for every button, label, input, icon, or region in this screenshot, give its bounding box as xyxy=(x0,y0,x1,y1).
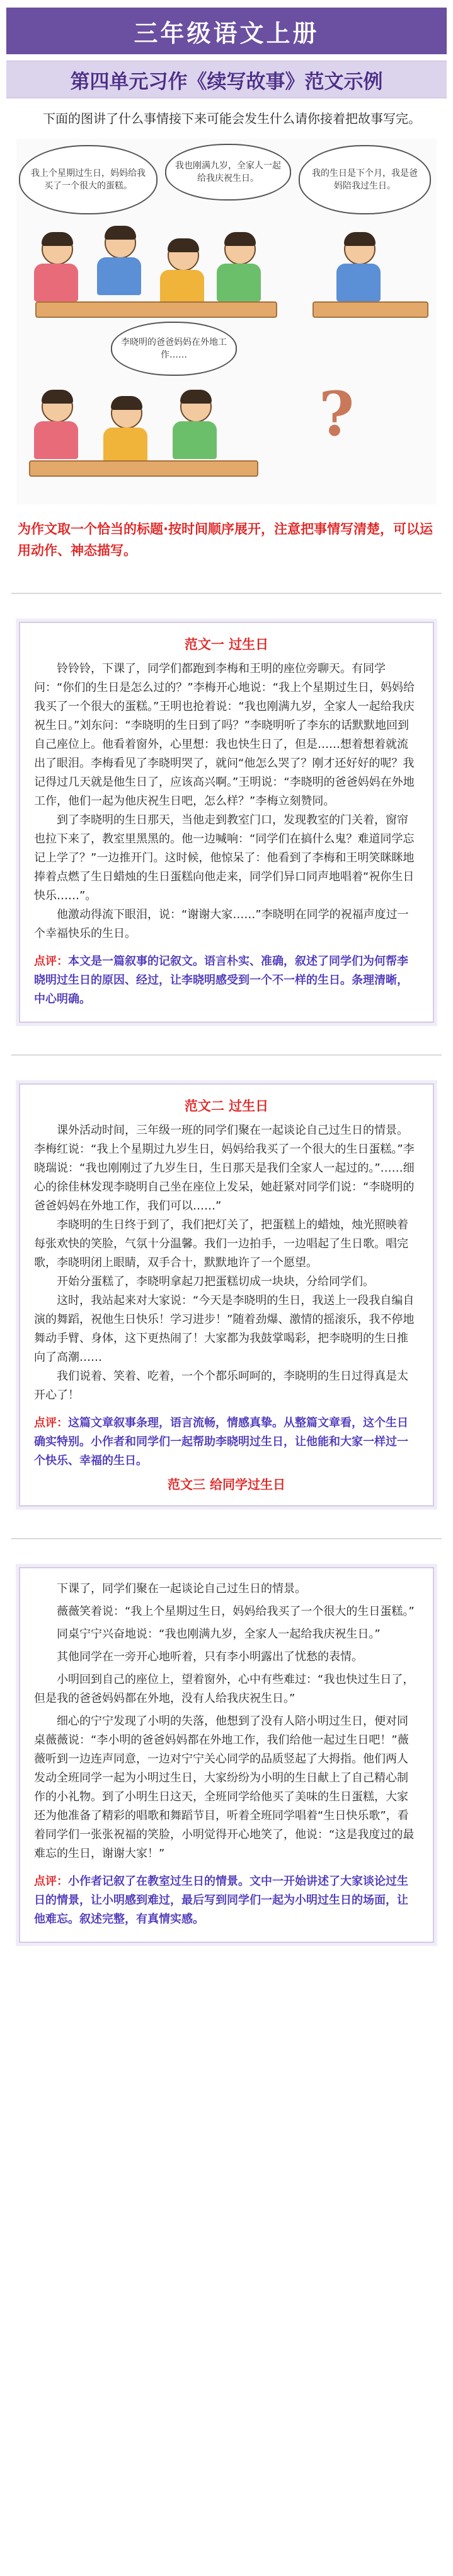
page xyxy=(0,8,453,2576)
essay-comment xyxy=(34,952,419,1009)
child-figure xyxy=(224,233,256,265)
essay-comment xyxy=(34,1414,419,1471)
essay-card-3 xyxy=(19,1567,434,1943)
essay-paragraph: 开始分蛋糕了，李晓明拿起刀把蛋糕切成一块块，分给同学们。 xyxy=(57,1275,374,1288)
writing-tip: 为作文取一个恰当的标题·按时间顺序展开，注意把事情写清楚，可以运用动作、神态描写。 xyxy=(18,522,433,558)
essay-paragraph: 这时，我站起来对大家说：“今天是李晓明的生日，我送上一段我自编自演的舞蹈，祝他生日快乐！学习进步！”随着劲爆、激情的摇滚乐，我不停地舞动手臂、身体，这下更热闹了！大家都为我鼓掌喝彩，把李晓明的生日推向了高潮…… xyxy=(34,1294,415,1364)
comment-text: 小作者记叙了在教室过生日的情景。文中一开始讲述了大家谈论过生日的情景，让小明感到难过，最后写到同学们一起为小明过生日的场面，让他难忘。叙述完整，有真情实感。 xyxy=(34,1875,408,1926)
speech-bubble-3: 我的生日是下个月，我是爸妈陪我过生日。 xyxy=(299,145,431,214)
essay-paragraph: 同桌宁宁兴奋地说：“我也刚满九岁，全家人一起给我庆祝生日。” xyxy=(57,1628,381,1641)
essay-paragraph: 他激动得流下眼泪，说：“谢谢大家……”李晓明在同学的祝福声度过一个幸福快乐的生日。 xyxy=(34,908,409,940)
child-shirt xyxy=(34,264,78,301)
comment-label: 点评： xyxy=(34,955,68,968)
essay-card-2 xyxy=(19,1083,434,1507)
child-shirt xyxy=(34,421,78,459)
essay-card-1 xyxy=(19,622,434,1023)
child-shirt xyxy=(103,428,147,465)
comment-text: 本文是一篇叙事的记叙文。语言朴实、准确，叙述了同学们为何帮李晓明过生日的原因、经过，让李晓明感受到一个不一样的生日。条理清晰，中心明确。 xyxy=(34,955,408,1006)
essay-title: 范文一 过生日 xyxy=(184,637,269,652)
child-figure xyxy=(42,391,73,423)
essay-comment xyxy=(34,1872,419,1929)
essay-paragraph: 李晓明的生日终于到了，我们把灯关了，把蛋糕上的蜡烛，烛光照映着每张欢快的笑脸，气氛十分温馨。我们一边拍手，一边唱起了生日歌。唱完歌，李晓明闭上眼睛，双手合十，默默地许了一个愿望。 xyxy=(34,1218,408,1269)
child-figure xyxy=(111,397,142,429)
desk xyxy=(313,301,428,318)
comment-label: 点评： xyxy=(34,1416,68,1430)
page-title: 三年级语文上册 xyxy=(6,8,447,54)
speech-bubble-4: 李晓明的爸爸妈妈在外地工作…… xyxy=(111,322,237,376)
child-shirt xyxy=(336,264,381,301)
child-shirt xyxy=(97,257,141,295)
desk xyxy=(29,460,258,477)
child-figure xyxy=(180,391,212,423)
speech-bubble-2: 我也刚满九岁，全家人一起给我庆祝生日。 xyxy=(165,144,291,201)
divider xyxy=(11,1054,442,1056)
child-figure xyxy=(42,233,73,265)
essay-paragraph: 薇薇笑着说：“我上个星期过生日，妈妈给我买了一个很大的生日蛋糕。” xyxy=(57,1605,415,1618)
essay-paragraph: 铃铃铃，下课了，同学们都跑到李梅和王明的座位旁聊天。有同学问：“你们的生日是怎么过的？”李梅开心地说：“我上个星期过生日，妈妈给我买了一个很大的蛋糕。”王明也抢着说：“我也刚满九岁，全家人一起给我庆祝生日。”刘东问：“李晓明的生日到了吗？”李晓明听了李东的话默默地回到自己座位上。他看着窗外，心里想：我也快生日了，但是……想着想着就流出了眼泪。李梅看见了李晓明哭了，就问“他怎么哭了？刚才还好好的呢？我记得过几天就是他生日了，应该高兴啊。”王明说：“李晓明的爸爸妈妈在外地工作，他们一起为他庆祝生日吧，怎么样？”李梅立刻赞同。 xyxy=(34,662,415,808)
child-figure xyxy=(168,240,199,271)
question-mark-icon: ? xyxy=(319,378,355,450)
speech-bubble-1: 我上个星期过生日，妈妈给我买了一个很大的蛋糕。 xyxy=(19,145,158,214)
child-shirt xyxy=(173,421,217,459)
essay-title: 范文二 过生日 xyxy=(184,1099,269,1114)
page-subtitle: 第四单元习作《续写故事》范文示例 xyxy=(6,61,447,98)
essay-paragraph: 我们说着、笑着、吃着，一个个都乐呵呵的，李晓明的生日过得真是太开心了！ xyxy=(34,1370,408,1402)
divider xyxy=(11,593,442,594)
child-shirt xyxy=(217,264,261,301)
essay-paragraph: 课外活动时间，三年级一班的同学们聚在一起谈论自己过生日的情景。李梅红说：“我上个星期过九岁生日，妈妈给我买了一个很大的生日蛋糕。”李晓瑞说：“我也刚刚过了九岁生日，生日那天是我们全家人一起过的。”……细心的徐佳林发现李晓明自己坐在座位上发呆，她赶紧对同学们说：“李晓明的爸爸妈妈在外地工作，我们可以……” xyxy=(34,1124,415,1213)
desk xyxy=(35,301,277,318)
comment-text: 这篇文章叙事条理，语言流畅，情感真挚。从整篇文章看，这个生日确实特别。小作者和同学们一起帮助李晓明过生日，让他能和大家一样过一个快乐、幸福的生日。 xyxy=(34,1416,408,1467)
essay-paragraph: 到了李晓明的生日那天，当他走到教室门口，发现教室的门关着，窗帘也拉下来了，教室里黑黑的。他一边喊响：“同学们在搞什么鬼？难道同学忘记上学了？”一边推开门。这时候，他惊呆了：他看到了李梅和王明笑眯眯地捧着点燃了生日蜡烛的生日蛋糕向他走来，同学们异口同声地唱着“祝你生日快乐……”。 xyxy=(34,813,415,902)
intro-text: 下面的图讲了什么事情接下来可能会发生什么请你接着把故事写完。 xyxy=(43,111,421,126)
essay-paragraph: 其他同学在一旁开心地听着，只有李小明露出了忧愁的表情。 xyxy=(57,1650,363,1664)
divider xyxy=(11,1538,442,1539)
child-figure xyxy=(344,233,376,265)
essay-paragraph: 下课了，同学们聚在一起谈论自己过生日的情景。 xyxy=(57,1582,306,1595)
essay-paragraph: 小明回到自己的座位上，望着窗外，心中有些难过：“我也快过生日了，但是我的爸爸妈妈都在外地，没有人给我庆祝生日。” xyxy=(34,1673,415,1705)
essay-title: 范文三 给同学过生日 xyxy=(168,1477,285,1492)
essay-paragraph: 细心的宁宁发现了小明的失落，他想到了没有人陪小明过生日，便对同桌薇薇说：“李小明的爸爸妈妈都在外地工作，我们给他一起过生日吧！”薇薇听到一边连声同意，一边对宁宁关心同学的品质竖起了大拇指。他们两人发动全班同学一起为小明过生日，大家纷纷为小明的生日献上了自己精心制作的小礼物。到了小明生日这天，全班同学给他买了美味的生日蛋糕，大家还为他准备了精彩的唱歌和舞蹈节目，听着全班同学唱着“生日快乐歌”，看着同学们一张张祝福的笑脸，小明觉得开心地笑了，他说：“这是我度过的最难忘的生日，谢谢大家！” xyxy=(34,1715,415,1860)
comment-label: 点评： xyxy=(34,1875,68,1888)
child-figure xyxy=(105,227,136,259)
story-illustration xyxy=(16,139,437,504)
